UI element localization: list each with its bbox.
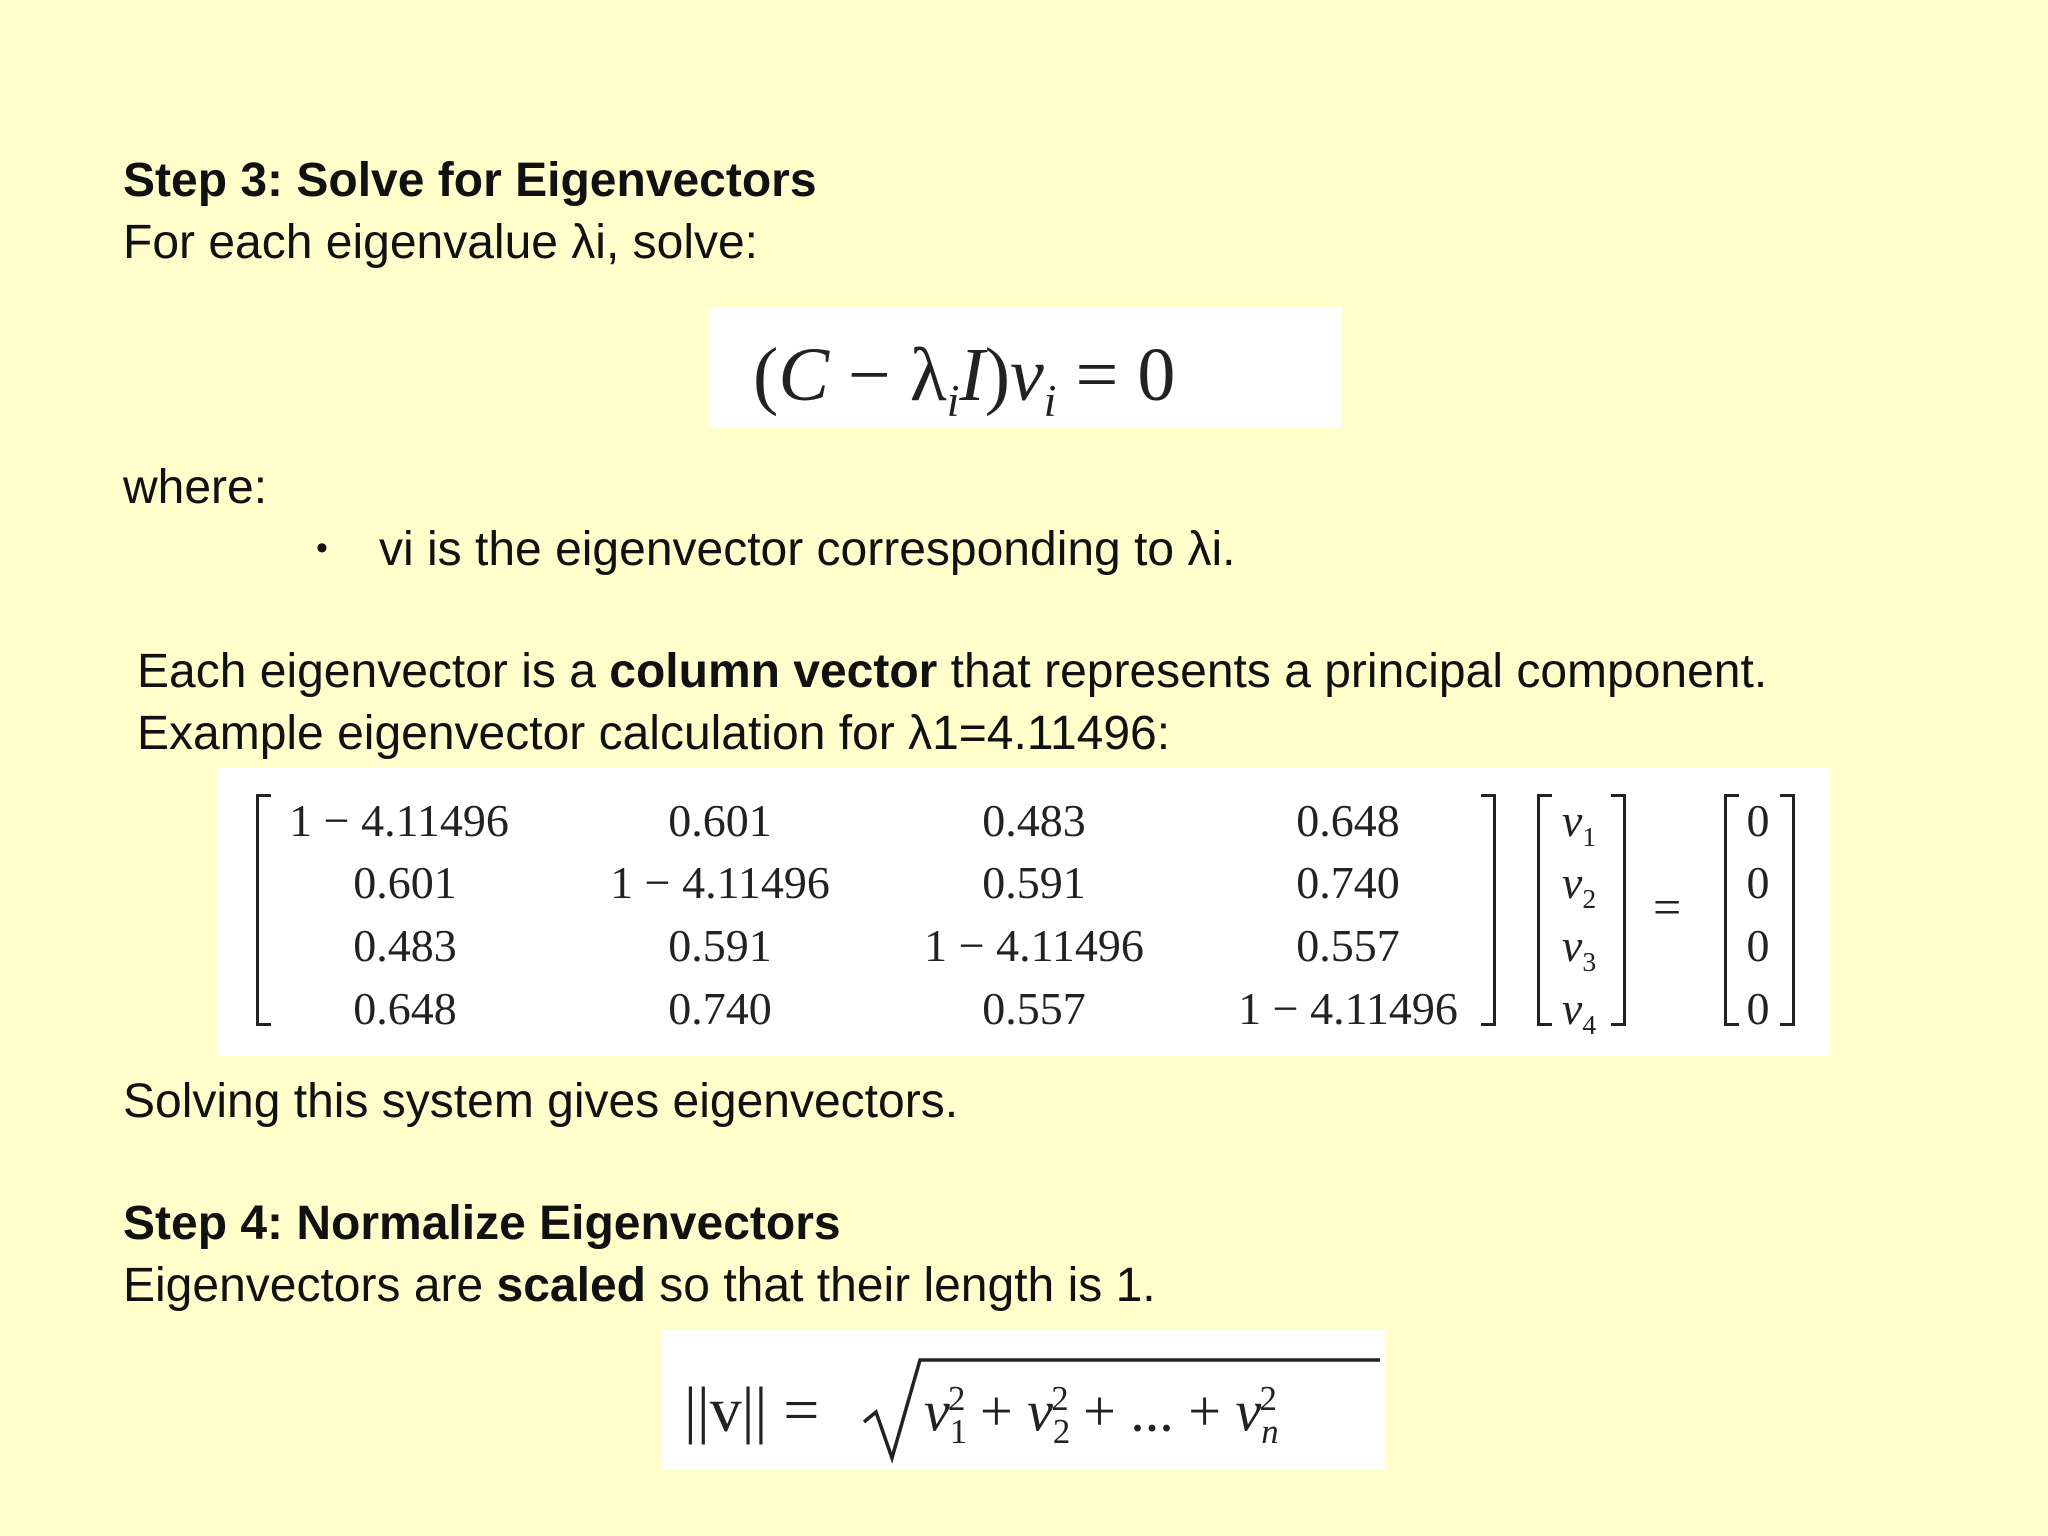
vector-entry: $v_1$ xyxy=(1561,795,1597,853)
vector-bracket-right xyxy=(1611,794,1626,1026)
formula-minus: − xyxy=(829,333,910,417)
matrix-bracket-left xyxy=(256,794,271,1026)
formula-v-sub: i xyxy=(1043,375,1057,427)
matrix-cell: 0.483 xyxy=(353,920,457,971)
zero-entry: 0 xyxy=(1746,795,1770,846)
step3-heading: Step 3: Solve for Eigenvectors xyxy=(123,154,817,207)
step4-line xyxy=(123,1259,1156,1312)
matrix-equals-sign: = xyxy=(1653,879,1682,935)
eigenvector-description xyxy=(137,645,1768,698)
norm-radicand: $v_1^2 + v_2^2$ + ... + $v_n^2$ xyxy=(924,1378,1279,1451)
step4-line-pre: Eigenvectors are xyxy=(123,1259,497,1312)
step4-heading: Step 4: Normalize Eigenvectors xyxy=(123,1197,841,1250)
matrix-cell: 0.557 xyxy=(982,983,1086,1034)
solving-text: Solving this system gives eigenvectors. xyxy=(123,1075,959,1128)
desc-pre: Each eigenvector is a xyxy=(137,645,610,698)
zero-entry: 0 xyxy=(1746,983,1770,1034)
formula-equals-zero: = 0 xyxy=(1056,333,1176,417)
formula-paren-close: ) xyxy=(984,333,1011,417)
matrix-bracket-right xyxy=(1481,794,1496,1026)
vector-entry: $v_4$ xyxy=(1561,983,1597,1041)
bullet-dot: • xyxy=(316,529,328,567)
matrix-cell: 1 − 4.11496 xyxy=(1238,983,1458,1034)
where-label: where: xyxy=(123,461,268,514)
formula-c: C xyxy=(778,333,830,417)
matrix-cell: 1 − 4.11496 xyxy=(924,920,1144,971)
matrix-cell: 0.740 xyxy=(1296,857,1400,908)
eigen-equation-formula xyxy=(709,307,1341,427)
matrix-cell: 0.601 xyxy=(668,795,772,846)
step3-intro: For each eigenvalue λi, solve: xyxy=(123,216,759,269)
vector-entry: $v_3$ xyxy=(1561,920,1597,978)
matrix-cell: 0.591 xyxy=(668,920,772,971)
matrix-cell: 0.648 xyxy=(1296,795,1400,846)
step4-line-bold: scaled xyxy=(496,1259,646,1312)
desc-bold: column vector xyxy=(609,645,938,698)
formula-lambda-sub: i xyxy=(946,375,960,427)
matrix-cell: 0.648 xyxy=(353,983,457,1034)
zero-bracket-left xyxy=(1724,794,1739,1026)
norm-lhs: ||v|| = xyxy=(684,1374,820,1445)
matrix-cell: 0.557 xyxy=(1296,920,1400,971)
matrix-cell: 0.483 xyxy=(982,795,1086,846)
matrix-equation-formula xyxy=(217,768,1829,1056)
norm-formula xyxy=(662,1330,1386,1470)
formula-lambda: λ xyxy=(909,333,947,417)
example-label: Example eigenvector calculation for λ1=4.11496: xyxy=(137,707,1171,760)
bullet-text: vi is the eigenvector corresponding to λi. xyxy=(379,523,1236,576)
zero-entry: 0 xyxy=(1746,920,1770,971)
matrix-cell: 1 − 4.11496 xyxy=(610,857,830,908)
matrix-cell: 0.601 xyxy=(353,857,457,908)
formula-paren-open: ( xyxy=(753,333,779,417)
zero-entry: 0 xyxy=(1746,857,1770,908)
formula-identity: I xyxy=(959,333,985,417)
formula-v: v xyxy=(1010,333,1044,417)
matrix-cell: 0.591 xyxy=(982,857,1086,908)
matrix-cell: 0.740 xyxy=(668,983,772,1034)
vector-bracket-left xyxy=(1537,794,1552,1026)
zero-bracket-right xyxy=(1780,794,1795,1026)
vector-entry: $v_2$ xyxy=(1561,857,1597,915)
matrix-cell: 1 − 4.11496 xyxy=(289,795,509,846)
desc-post: that represents a principal component. xyxy=(937,645,1768,698)
step4-line-post: so that their length is 1. xyxy=(645,1259,1156,1312)
